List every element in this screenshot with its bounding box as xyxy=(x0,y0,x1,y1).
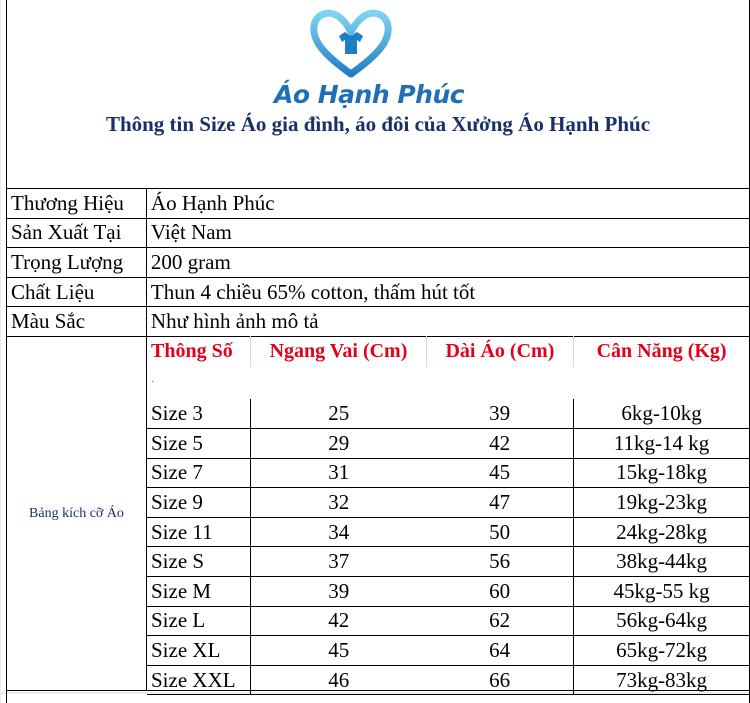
info-row xyxy=(7,277,750,307)
size-chart-block xyxy=(6,336,750,691)
weight-range-cell: 38kg-44kg xyxy=(574,547,749,577)
size-row xyxy=(147,399,749,429)
weight-range-cell: 65kg-72kg xyxy=(574,636,749,666)
column-header: Dài Áo (Cm) xyxy=(426,336,573,367)
shoulder-width-cell: 45 xyxy=(251,636,426,666)
shirt-length-cell: 42 xyxy=(426,429,573,459)
shirt-length-cell: 64 xyxy=(426,636,573,666)
product-info-table xyxy=(6,188,750,337)
info-label: Thương Hiệu xyxy=(7,189,147,219)
shirt-length-cell: 60 xyxy=(426,577,573,607)
weight-range-cell: 11kg-14 kg xyxy=(574,429,749,459)
info-label: Màu Sắc xyxy=(7,307,147,337)
weight-range-cell: 19kg-23kg xyxy=(574,488,749,518)
column-header: Cân Năng (Kg) xyxy=(574,336,749,367)
size-row xyxy=(147,636,749,666)
brand-name: Áo Hạnh Phúc xyxy=(274,80,465,109)
info-row xyxy=(7,248,750,278)
spacer-row xyxy=(147,367,749,399)
size-cell: Size 7 xyxy=(147,458,251,488)
shoulder-width-cell: 46 xyxy=(251,665,426,695)
info-value: Thun 4 chiều 65% cotton, thấm hút tốt xyxy=(146,277,749,307)
info-value: Áo Hạnh Phúc xyxy=(146,189,749,219)
column-header: Ngang Vai (Cm) xyxy=(251,336,426,367)
size-cell: Size M xyxy=(147,577,251,607)
shirt-length-cell: 39 xyxy=(426,399,573,429)
info-row xyxy=(7,218,750,248)
size-row xyxy=(147,577,749,607)
size-row xyxy=(147,517,749,547)
size-chart-label: Bảng kích cỡ Áo xyxy=(7,336,147,691)
info-value: 200 gram xyxy=(146,248,749,278)
shoulder-width-cell: 29 xyxy=(251,429,426,459)
shoulder-width-cell: 34 xyxy=(251,517,426,547)
size-cell: Size 3 xyxy=(147,399,251,429)
shoulder-width-cell: 39 xyxy=(251,577,426,607)
brand-logo xyxy=(268,8,465,109)
shoulder-width-cell: 32 xyxy=(251,488,426,518)
page-title: Thông tin Size Áo gia đình, áo đôi của Xưởng Áo Hạnh Phúc xyxy=(105,112,651,136)
size-row xyxy=(147,458,749,488)
size-cell: Size 11 xyxy=(147,517,251,547)
shoulder-width-cell: 37 xyxy=(251,547,426,577)
size-row xyxy=(147,665,749,695)
shirt-length-cell: 62 xyxy=(426,606,573,636)
size-chart-table xyxy=(147,336,749,695)
size-cell: Size S xyxy=(147,547,251,577)
info-row xyxy=(7,189,750,219)
size-cell: Size XL xyxy=(147,636,251,666)
shirt-length-cell: 47 xyxy=(426,488,573,518)
weight-range-cell: 24kg-28kg xyxy=(574,517,749,547)
size-row xyxy=(147,606,749,636)
spacer-cell: · xyxy=(151,377,155,388)
shirt-length-cell: 45 xyxy=(426,458,573,488)
shoulder-width-cell: 31 xyxy=(251,458,426,488)
info-label: Trọng Lượng xyxy=(7,248,147,278)
size-row xyxy=(147,488,749,518)
shoulder-width-cell: 42 xyxy=(251,606,426,636)
weight-range-cell: 6kg-10kg xyxy=(574,399,749,429)
size-cell: Size 5 xyxy=(147,429,251,459)
size-row xyxy=(147,429,749,459)
weight-range-cell: 56kg-64kg xyxy=(574,606,749,636)
size-table-header xyxy=(147,336,749,367)
info-label: Chất Liệu xyxy=(7,277,147,307)
shirt-length-cell: 66 xyxy=(426,665,573,695)
info-value: Việt Nam xyxy=(146,218,749,248)
weight-range-cell: 73kg-83kg xyxy=(574,665,749,695)
weight-range-cell: 15kg-18kg xyxy=(574,458,749,488)
info-row xyxy=(7,307,750,337)
shirt-length-cell: 50 xyxy=(426,517,573,547)
shoulder-width-cell: 25 xyxy=(251,399,426,429)
size-row xyxy=(147,547,749,577)
size-cell: Size XXL xyxy=(147,665,251,695)
shirt-length-cell: 56 xyxy=(426,547,573,577)
heart-shirt-icon xyxy=(308,8,394,78)
size-cell: Size 9 xyxy=(147,488,251,518)
size-cell: Size L xyxy=(147,606,251,636)
info-value: Như hình ảnh mô tả xyxy=(146,307,749,337)
info-label: Sản Xuất Tại xyxy=(7,218,147,248)
column-header: Thông Số xyxy=(151,340,233,362)
weight-range-cell: 45kg-55 kg xyxy=(574,577,749,607)
